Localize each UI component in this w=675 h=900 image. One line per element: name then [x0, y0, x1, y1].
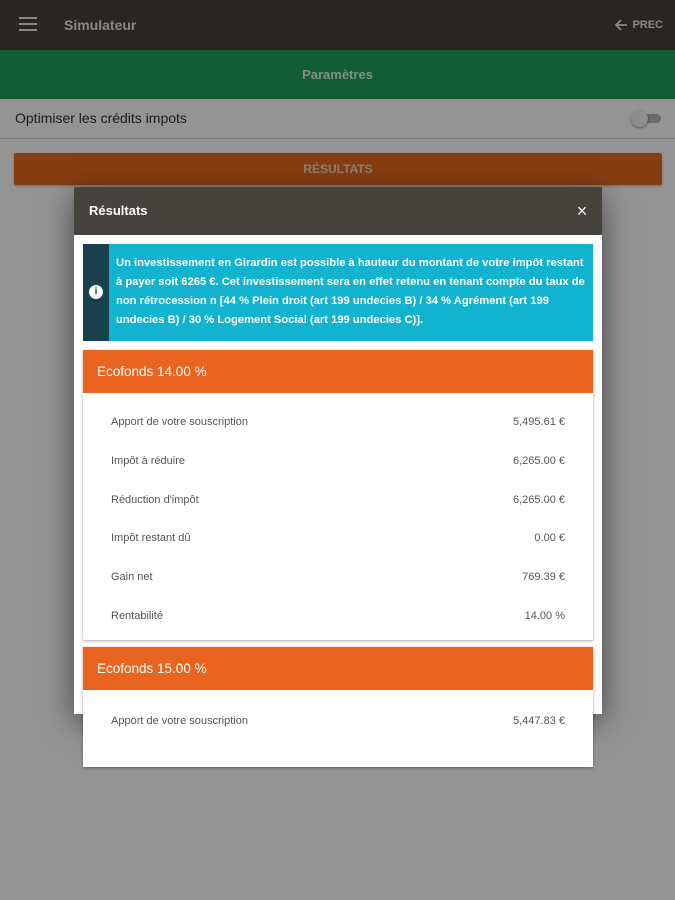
row-value: 769.39 €	[522, 571, 565, 584]
row-value: 14.00 %	[524, 609, 565, 622]
row-value: 6,265.00 €	[513, 454, 565, 467]
row-label: Réduction d'impôt	[111, 493, 199, 506]
table-row	[83, 558, 593, 597]
info-box	[83, 244, 593, 341]
dialog-header	[74, 187, 602, 235]
result-card	[83, 647, 593, 767]
row-value: 6,265.00 €	[513, 493, 565, 506]
info-text: Un investissement en Girardin est possible à hauteur du montant de votre impôt restant à payer soit 6265 €. Cet investissement sera en effet retenu en tenant compte du taux de non rétrocession n [44 % Plein droit (art 199 undecies B) / 34 % Agrément (art 199 undecies B) / 30 % Logement Social (art 199 undecies C)].	[116, 257, 585, 326]
info-icon: i	[89, 285, 103, 299]
table-row	[83, 519, 593, 558]
table-row	[83, 597, 593, 636]
row-value: 5,495.61 €	[513, 416, 565, 428]
row-label: Impôt restant dû	[111, 532, 191, 545]
card-title: Ecofonds 14.00 %	[97, 364, 207, 379]
row-label: Gain net	[111, 571, 153, 584]
app-title: Simulateur	[64, 17, 137, 33]
row-label: Impôt à réduire	[111, 454, 185, 467]
row-label: Apport de votre souscription	[111, 715, 248, 727]
card-header	[83, 647, 593, 690]
close-icon[interactable]: ×	[576, 201, 588, 221]
table-row	[83, 442, 593, 481]
card-title: Ecofonds 15.00 %	[97, 661, 207, 676]
dialog-body[interactable]	[74, 235, 602, 727]
row-value: 5,447.83 €	[513, 715, 565, 727]
table-row	[83, 481, 593, 520]
row-label: Rentabilité	[111, 609, 163, 622]
result-card	[83, 350, 593, 640]
table-row	[83, 403, 593, 442]
card-header	[83, 350, 593, 393]
dialog-title: Résultats	[89, 203, 148, 218]
params-label: Paramètres	[302, 67, 373, 82]
prev-label: PREC	[632, 19, 663, 31]
row-label: Apport de votre souscription	[111, 416, 248, 428]
table-row	[83, 702, 593, 741]
results-button-label: RÉSULTATS	[303, 162, 373, 176]
row-value: 0.00 €	[534, 532, 565, 545]
results-dialog	[74, 187, 602, 727]
optimize-credits-label: Optimiser les crédits impots	[15, 110, 187, 126]
